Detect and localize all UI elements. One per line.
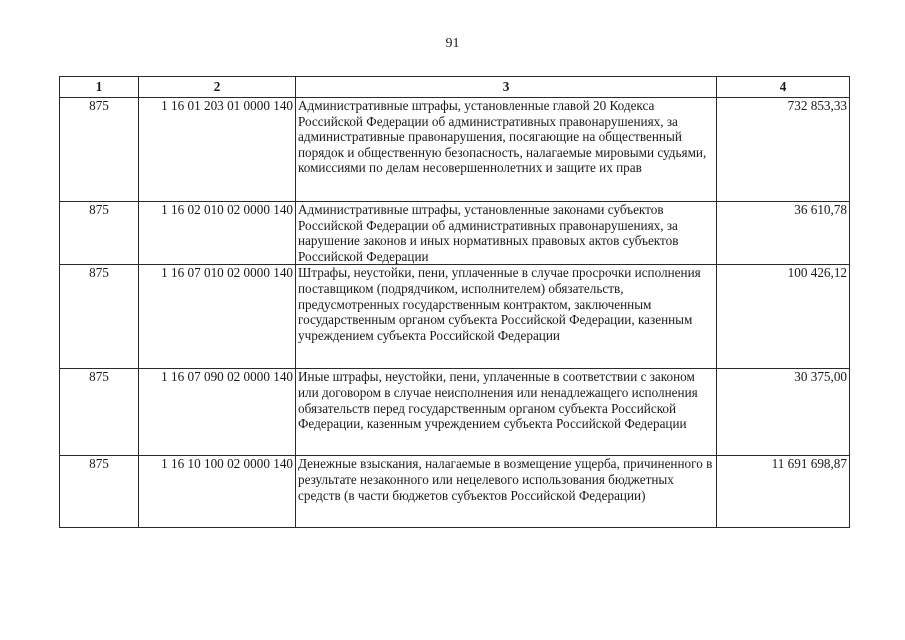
- table-row: [60, 265, 850, 369]
- description-cell: Штрафы, неустойки, пени, уплаченные в случае просрочки исполнения поставщиком (подрядчиком, исполнителем) обязательств, предусмотренных государственным контрактом, заключенным государственным органом субъекта Российской Федерации, казенным учреждением субъекта Российской Федерации: [296, 265, 717, 369]
- description-cell: Иные штрафы, неустойки, пени, уплаченные в соответствии с законом или договором в случае неисполнения или ненадлежащего исполнения обязательств перед государственным органом субъекта Российской Федерации, казенным учреждением субъекта Российской Федерации: [296, 369, 717, 456]
- amount-cell: 30 375,00: [717, 369, 850, 456]
- admin-code-cell: 875: [60, 456, 139, 528]
- table-row: [60, 369, 850, 456]
- table-row: [60, 456, 850, 528]
- table-header-row: [60, 77, 850, 98]
- description-cell: Денежные взыскания, налагаемые в возмещение ущерба, причиненного в результате незаконного или нецелевого использования бюджетных средств (в части бюджетов субъектов Российской Федерации): [296, 456, 717, 528]
- amount-cell: 11 691 698,87: [717, 456, 850, 528]
- page-number: 91: [445, 36, 460, 51]
- header-col-2: 2: [139, 77, 296, 98]
- admin-code-cell: 875: [60, 369, 139, 456]
- amount-cell: 36 610,78: [717, 202, 850, 265]
- description-cell: Административные штрафы, установленные законами субъектов Российской Федерации об административных правонарушениях, за нарушение законов и иных нормативных правовых актов субъектов Российской Федерации: [296, 202, 717, 265]
- amount-cell: 732 853,33: [717, 98, 850, 202]
- header-col-4: 4: [717, 77, 850, 98]
- kbk-code-cell: 1 16 01 203 01 0000 140: [139, 98, 296, 202]
- kbk-code-cell: 1 16 07 010 02 0000 140: [139, 265, 296, 369]
- admin-code-cell: 875: [60, 98, 139, 202]
- header-col-3: 3: [296, 77, 717, 98]
- revenue-table: [59, 76, 850, 528]
- amount-cell: 100 426,12: [717, 265, 850, 369]
- table-row: [60, 202, 850, 265]
- kbk-code-cell: 1 16 02 010 02 0000 140: [139, 202, 296, 265]
- admin-code-cell: 875: [60, 202, 139, 265]
- kbk-code-cell: 1 16 07 090 02 0000 140: [139, 369, 296, 456]
- kbk-code-cell: 1 16 10 100 02 0000 140: [139, 456, 296, 528]
- admin-code-cell: 875: [60, 265, 139, 369]
- header-col-1: 1: [60, 77, 139, 98]
- description-cell: Административные штрафы, установленные главой 20 Кодекса Российской Федерации об административных правонарушениях, за административные правонарушения, посягающие на общественный порядок и общественную безопасность, налагаемые мировыми судьями, комиссиями по делам несовершеннолетних и защите их прав: [296, 98, 717, 202]
- table-row: [60, 98, 850, 202]
